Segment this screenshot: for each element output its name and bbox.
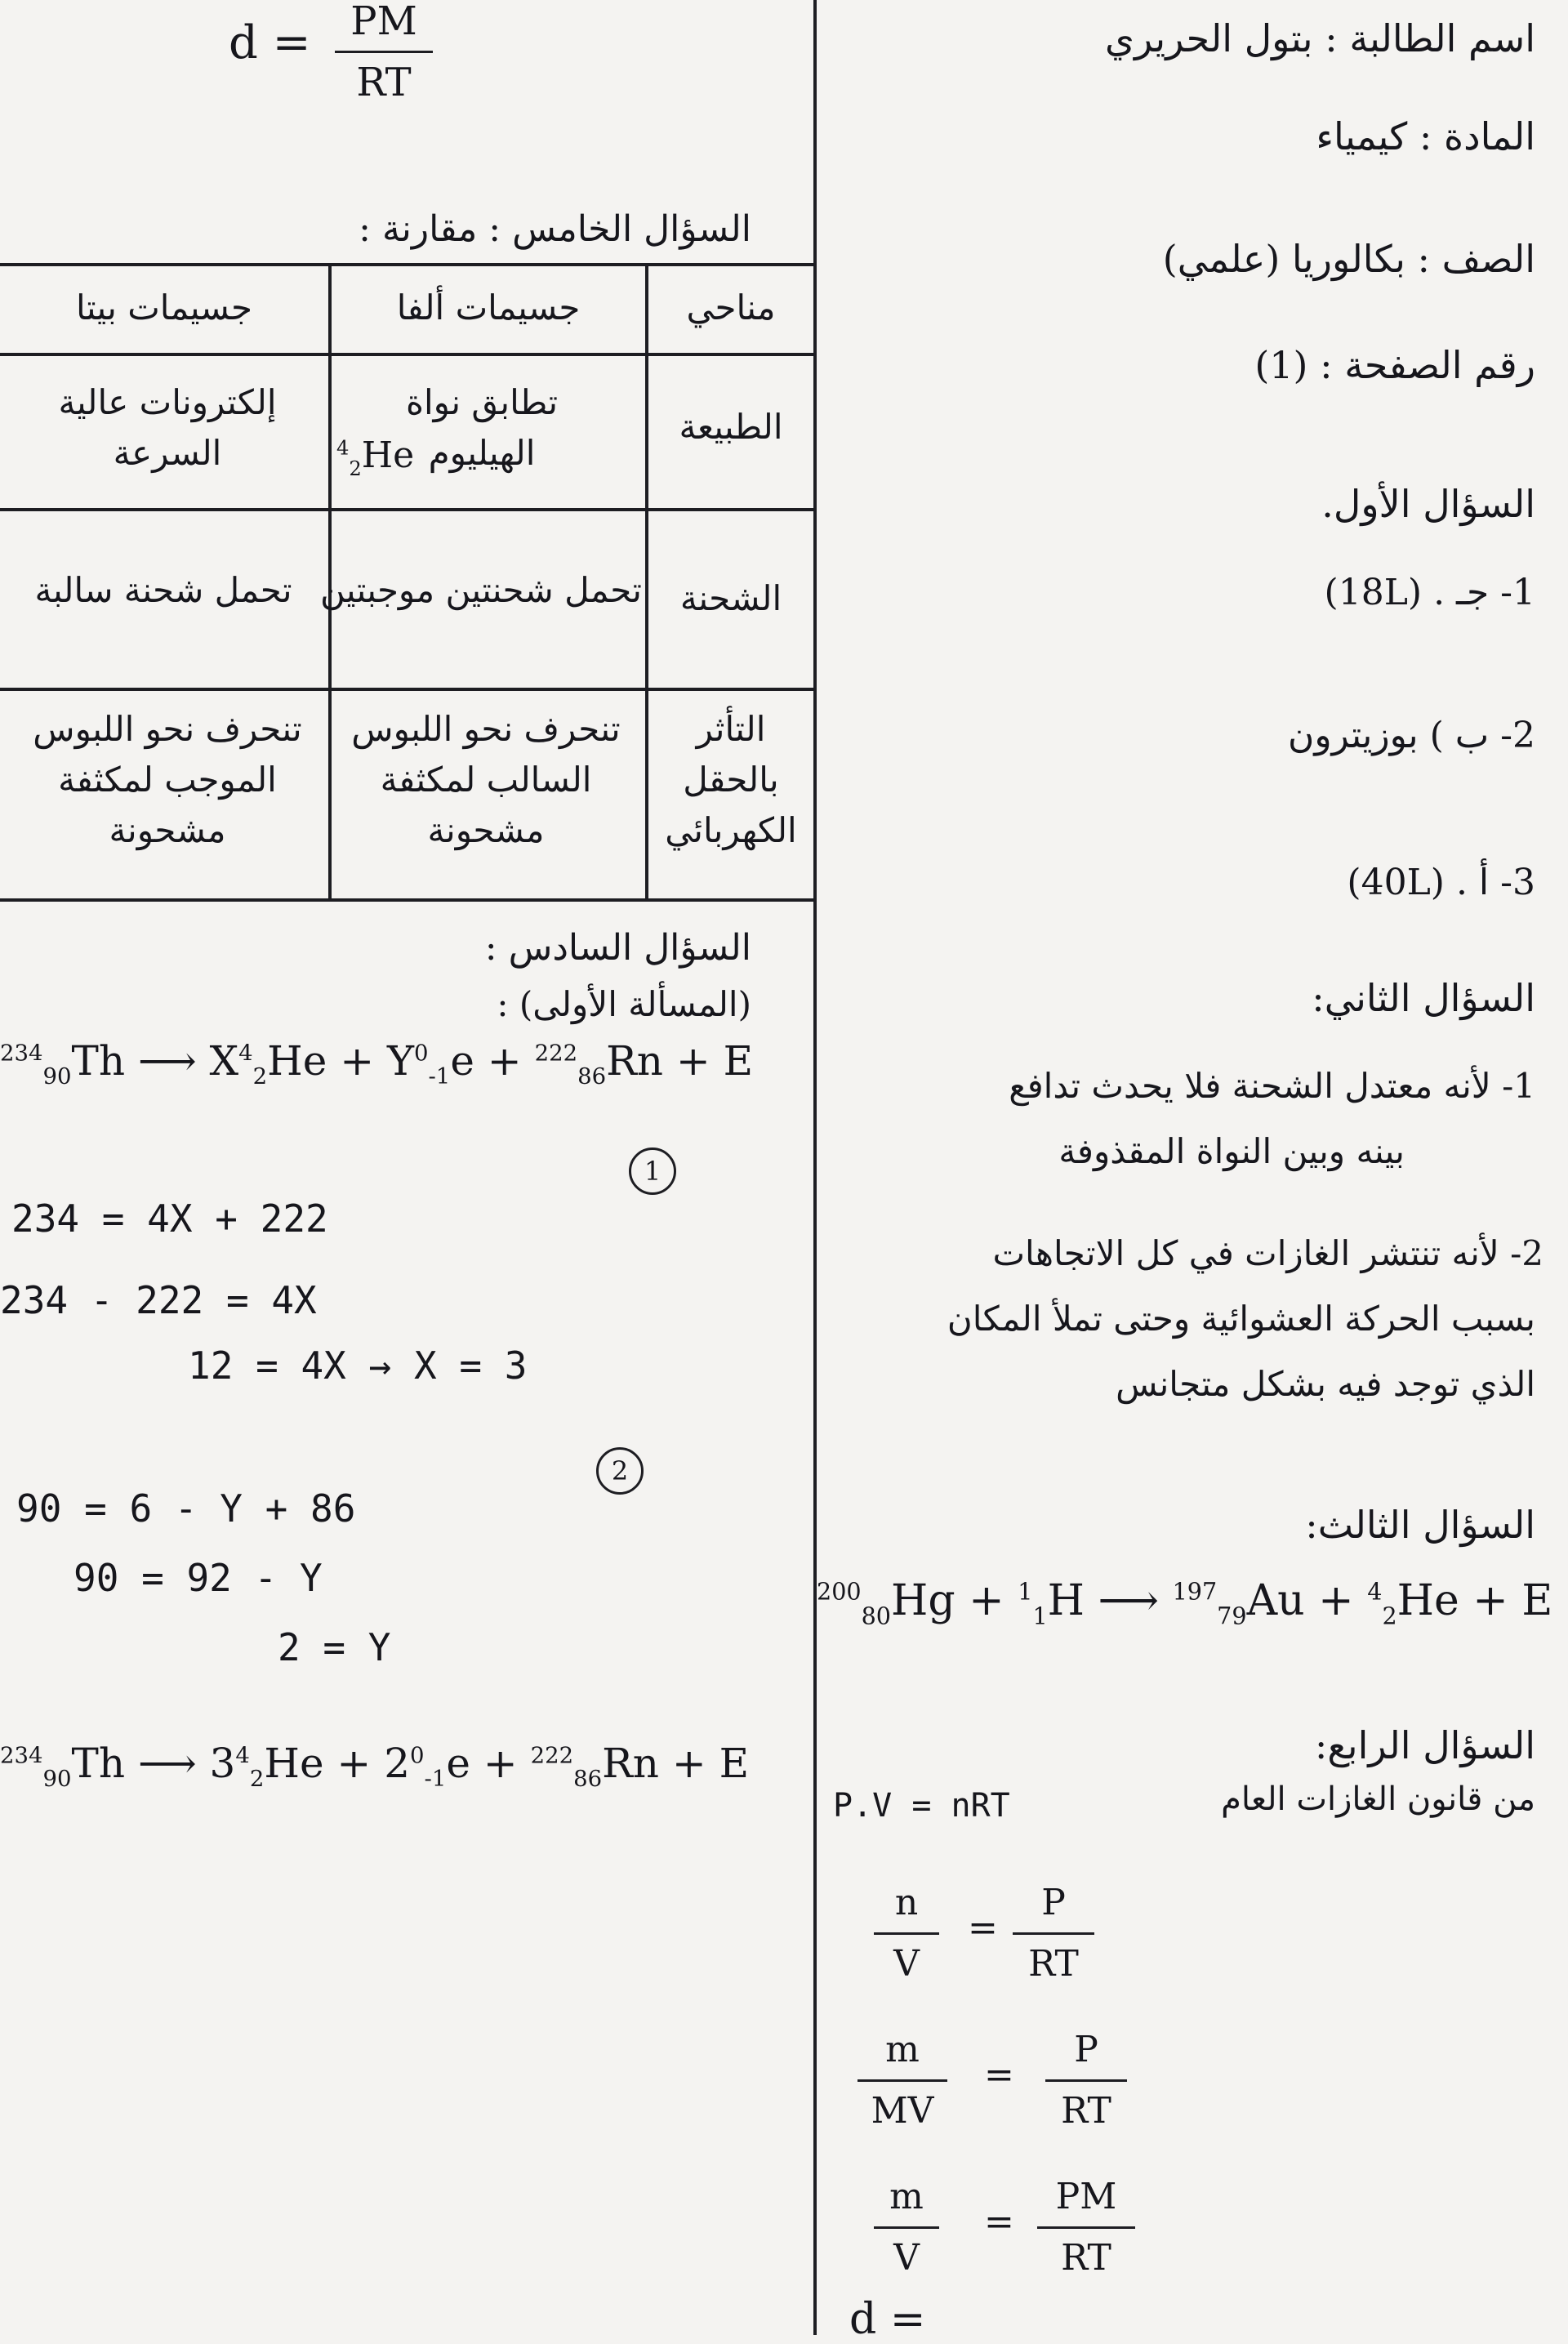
q6-subtitle: (المسألة الأولى) : xyxy=(497,984,751,1024)
table-row1-he-symbol: $^4_2$He xyxy=(336,434,415,480)
grade-line: الصف : بكالوريا (علمي) xyxy=(1162,237,1535,281)
q6-final-equation: $^{234}_{90}$Th ⟶ $3^4_2He + 2^0_{-1}e + ^{222}_{86}Rn + E$ xyxy=(0,1740,750,1792)
table-line-h0 xyxy=(0,263,813,266)
q1-answer-3: 3- أ . (40L) xyxy=(1347,862,1535,903)
q4-frac-p-over-rt: P RT xyxy=(1013,1878,1094,1989)
q6-step2-line2: 90 = 92 - Y xyxy=(74,1556,323,1600)
q6-step2-line3: 2 = Y xyxy=(278,1625,391,1669)
q6-title: السؤال السادس : xyxy=(484,927,751,969)
q6-step1-line1: 234 = 4X + 222 xyxy=(11,1197,328,1241)
table-header-alpha: جسيمات ألفا xyxy=(396,287,581,328)
q2-answer-line-4: بسبب الحركة العشوائية وحتى تملأ المكان xyxy=(947,1299,1535,1339)
left-top-fraction xyxy=(335,0,433,107)
q6-step1-line2: 234 - 222 = 4X xyxy=(0,1278,317,1322)
q4-law-label: من قانون الغازات العام xyxy=(1221,1780,1535,1818)
q2-answer-line-1: 1- لأنه معتدل الشحنة فلا يحدث تدافع xyxy=(1009,1066,1535,1106)
table-row3-label: التأثر بالحقل الكهربائي xyxy=(665,709,797,850)
table-line-h1 xyxy=(0,353,813,356)
q1-answer-1: 1- جـ . (18L) xyxy=(1324,572,1535,613)
left-top-den: RT xyxy=(356,60,412,105)
q2-answer-line-3: 2- لأنه تنتشر الغازات في كل الاتجاهات xyxy=(992,1233,1544,1273)
q4-equals-1: = xyxy=(968,1907,998,1949)
table-line-h4 xyxy=(0,898,813,902)
q6-decay-equation: $^{234}_{90}$Th ⟶ $X^4_2He + Y^0_{-1}e + ^{222}_{86}Rn + E$ xyxy=(0,1037,754,1090)
table-row2-beta: تحمل شحنة سالبة xyxy=(34,570,292,610)
table-header-criteria: مناحي xyxy=(686,287,776,328)
q4-frac-n-over-v: n V xyxy=(874,1878,939,1989)
table-row2-label: الشحنة xyxy=(679,578,782,618)
left-top-num: PM xyxy=(350,0,417,44)
left-top-d: d = xyxy=(229,16,311,69)
q1-title: السؤال الأول. xyxy=(1321,482,1535,526)
q2-answer-line-2: بينه وبين النواة المقذوفة xyxy=(1058,1131,1405,1171)
table-row3-alpha: تنحرف نحو اللبوس السالب لمكثفة مشحونة xyxy=(351,709,621,850)
table-row2-alpha: تحمل شحنتين موجبتين xyxy=(319,570,642,610)
table-line-h2 xyxy=(0,508,813,511)
table-line-h3 xyxy=(0,688,813,691)
q4-frac-m-over-mv: m MV xyxy=(858,2025,947,2136)
q3-title: السؤال الثالث: xyxy=(1305,1503,1535,1547)
table-row1-beta: إلكترونات عالية السرعة xyxy=(58,382,277,473)
q4-frac-pm-over-rt: PM RT xyxy=(1037,2172,1135,2283)
he-symbol-text: He xyxy=(361,434,415,476)
q2-title: السؤال الثاني: xyxy=(1312,976,1535,1020)
q4-equals-3: = xyxy=(984,2201,1014,2243)
table-row1-alpha: تطابق نواة الهيليوم xyxy=(405,382,559,473)
q4-frac-m-over-v: m V xyxy=(874,2172,939,2283)
q4-frac-p-over-rt-2: P RT xyxy=(1045,2025,1127,2136)
q2-answer-line-5: الذي توجد فيه بشكل متجانس xyxy=(1116,1364,1535,1404)
q4-partial-d: d = xyxy=(849,2295,926,2344)
step-2-circle: 2 xyxy=(596,1447,644,1495)
page-number-line: رقم الصفحة : (1) xyxy=(1254,343,1535,387)
student-name: اسم الطالبة : بتول الحريري xyxy=(1105,16,1535,60)
q6-step2-line1: 90 = 6 - Y + 86 xyxy=(16,1486,356,1531)
q3-nuclear-equation: $^{200}_{80}$Hg + $^1_1$H ⟶ $^{197}_{79}$Au + $^4_2$He + E xyxy=(817,1576,1553,1630)
q5-title: السؤال الخامس : مقارنة : xyxy=(359,208,751,250)
q4-equals-2: = xyxy=(984,2054,1014,2096)
q4-title: السؤال الرابع: xyxy=(1314,1723,1535,1767)
step-1-circle: 1 xyxy=(629,1147,676,1195)
subject-line: المادة : كيمياء xyxy=(1316,114,1535,158)
table-row1-label: الطبيعة xyxy=(679,407,783,447)
comparison-table xyxy=(0,263,815,900)
q1-answer-2: 2- ب ) بوزيترون xyxy=(1288,715,1535,756)
table-row3-beta: تنحرف نحو اللبوس الموجب لمكثفة مشحونة xyxy=(33,709,302,850)
table-header-beta: جسيمات بيتا xyxy=(76,287,252,328)
q6-step1-line3: 12 = 4X → X = 3 xyxy=(188,1344,528,1388)
q4-law-formula: P.V = nRT xyxy=(833,1787,1010,1825)
